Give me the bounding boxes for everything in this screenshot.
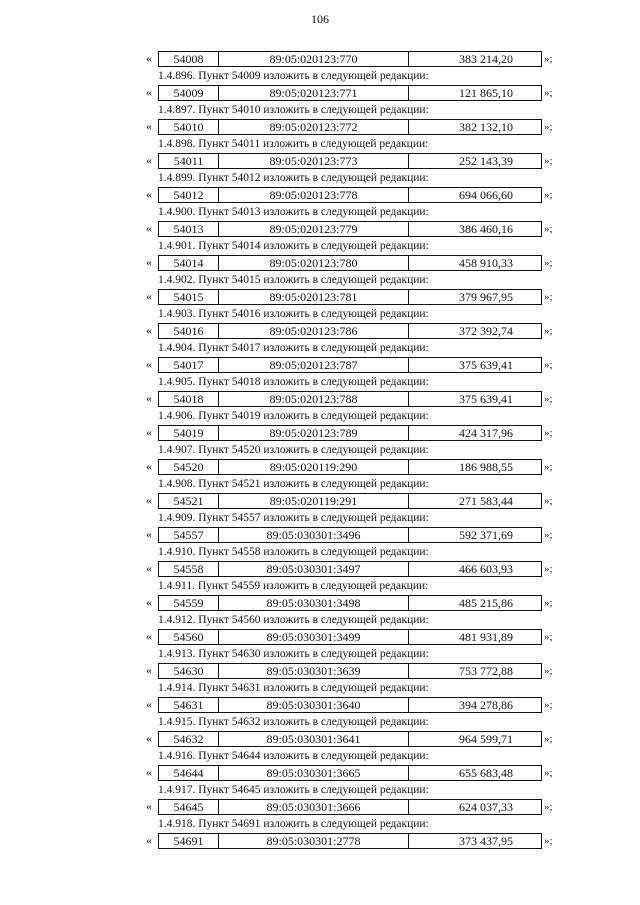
- amendment-item: [146, 136, 566, 170]
- table-row-cells: [158, 289, 542, 305]
- opening-quote: «: [146, 221, 152, 235]
- cadastral-number-cell: 89:05:030301:3498: [219, 596, 409, 610]
- amendment-item: [146, 102, 566, 136]
- table-row-cells: [158, 459, 542, 475]
- amendment-item: [146, 510, 566, 544]
- opening-quote: «: [146, 51, 152, 65]
- cadastral-number-cell: 89:05:020123:787: [219, 358, 409, 372]
- table-row-cells: [158, 51, 542, 67]
- amendment-item: [146, 442, 566, 476]
- table-row-cells: [158, 493, 542, 509]
- amendment-instruction: 1.4.901. Пункт 54014 изложить в следующей редакции:: [158, 240, 429, 252]
- opening-quote: «: [146, 765, 152, 779]
- table-row: [146, 798, 566, 816]
- table-row: [146, 254, 566, 272]
- document-body: [146, 50, 566, 850]
- cadastral-number-cell: 89:05:020123:788: [219, 392, 409, 406]
- table-row: [146, 50, 566, 68]
- table-row: [146, 152, 566, 170]
- item-number-cell: 54559: [159, 596, 219, 610]
- value-cell: 655 683,48: [459, 766, 513, 780]
- closing-quote: »;: [544, 291, 553, 303]
- cadastral-number-cell: 89:05:020123:770: [219, 52, 409, 66]
- item-number-cell: 54019: [159, 426, 219, 440]
- amendment-item: [146, 646, 566, 680]
- amendment-item: [146, 612, 566, 646]
- item-number-cell: 54013: [159, 222, 219, 236]
- amendment-instruction: 1.4.906. Пункт 54019 изложить в следующей редакции:: [158, 410, 429, 422]
- amendment-item: [146, 748, 566, 782]
- item-number-cell: 54018: [159, 392, 219, 406]
- closing-quote: »;: [544, 155, 553, 167]
- opening-quote: «: [146, 289, 152, 303]
- cadastral-number-cell: 89:05:020123:781: [219, 290, 409, 304]
- amendment-instruction: 1.4.916. Пункт 54644 изложить в следующей редакции:: [158, 750, 429, 762]
- table-row: [146, 662, 566, 680]
- table-row-cells: [158, 833, 542, 849]
- table-row-cells: [158, 663, 542, 679]
- value-cell: 375 639,41: [459, 392, 513, 406]
- table-row-cells: [158, 595, 542, 611]
- opening-quote: «: [146, 85, 152, 99]
- opening-quote: «: [146, 697, 152, 711]
- opening-quote: «: [146, 425, 152, 439]
- closing-quote: »;: [544, 223, 553, 235]
- table-row-cells: [158, 561, 542, 577]
- cadastral-number-cell: 89:05:030301:3497: [219, 562, 409, 576]
- closing-quote: »;: [544, 733, 553, 745]
- opening-quote: «: [146, 731, 152, 745]
- opening-quote: «: [146, 561, 152, 575]
- table-row: [146, 424, 566, 442]
- amendment-item: [146, 714, 566, 748]
- table-row: [146, 560, 566, 578]
- amendment-item: [146, 782, 566, 816]
- amendment-instruction: 1.4.909. Пункт 54557 изложить в следующей редакции:: [158, 512, 429, 524]
- cadastral-number-cell: 89:05:020123:789: [219, 426, 409, 440]
- table-row-cells: [158, 697, 542, 713]
- amendment-item: [146, 680, 566, 714]
- amendment-item: [146, 50, 566, 68]
- value-cell: 466 603,93: [459, 562, 513, 576]
- cadastral-number-cell: 89:05:030301:3499: [219, 630, 409, 644]
- item-number-cell: 54644: [159, 766, 219, 780]
- opening-quote: «: [146, 527, 152, 541]
- amendment-item: [146, 476, 566, 510]
- closing-quote: »;: [544, 87, 553, 99]
- table-row-cells: [158, 629, 542, 645]
- opening-quote: «: [146, 663, 152, 677]
- amendment-instruction: 1.4.913. Пункт 54630 изложить в следующей редакции:: [158, 648, 429, 660]
- table-row: [146, 322, 566, 340]
- amendment-item: [146, 204, 566, 238]
- value-cell: 424 317,96: [459, 426, 513, 440]
- item-number-cell: 54645: [159, 800, 219, 814]
- closing-quote: »;: [544, 835, 553, 847]
- item-number-cell: 54630: [159, 664, 219, 678]
- opening-quote: «: [146, 323, 152, 337]
- item-number-cell: 54520: [159, 460, 219, 474]
- table-row: [146, 84, 566, 102]
- amendment-item: [146, 306, 566, 340]
- table-row-cells: [158, 391, 542, 407]
- closing-quote: »;: [544, 631, 553, 643]
- table-row-cells: [158, 765, 542, 781]
- item-number-cell: 54521: [159, 494, 219, 508]
- value-cell: 386 460,16: [459, 222, 513, 236]
- amendment-instruction: 1.4.902. Пункт 54015 изложить в следующей редакции:: [158, 274, 429, 286]
- table-row: [146, 628, 566, 646]
- amendment-instruction: 1.4.917. Пункт 54645 изложить в следующей редакции:: [158, 784, 429, 796]
- closing-quote: »;: [544, 427, 553, 439]
- cadastral-number-cell: 89:05:020123:771: [219, 86, 409, 100]
- cadastral-number-cell: 89:05:020123:786: [219, 324, 409, 338]
- closing-quote: »;: [544, 699, 553, 711]
- amendment-item: [146, 170, 566, 204]
- table-row: [146, 526, 566, 544]
- table-row: [146, 730, 566, 748]
- opening-quote: «: [146, 629, 152, 643]
- cadastral-number-cell: 89:05:020123:773: [219, 154, 409, 168]
- amendment-item: [146, 238, 566, 272]
- amendment-instruction: 1.4.914. Пункт 54631 изложить в следующей редакции:: [158, 682, 429, 694]
- closing-quote: »;: [544, 359, 553, 371]
- amendment-item: [146, 816, 566, 850]
- amendment-item: [146, 408, 566, 442]
- closing-quote: »;: [544, 529, 553, 541]
- opening-quote: «: [146, 255, 152, 269]
- opening-quote: «: [146, 459, 152, 473]
- table-row: [146, 186, 566, 204]
- table-row: [146, 832, 566, 850]
- item-number-cell: 54631: [159, 698, 219, 712]
- table-row: [146, 118, 566, 136]
- item-number-cell: 54010: [159, 120, 219, 134]
- value-cell: 382 132,10: [459, 120, 513, 134]
- cadastral-number-cell: 89:05:020123:780: [219, 256, 409, 270]
- opening-quote: «: [146, 493, 152, 507]
- value-cell: 394 278,86: [459, 698, 513, 712]
- cadastral-number-cell: 89:05:020123:779: [219, 222, 409, 236]
- table-row: [146, 696, 566, 714]
- value-cell: 375 639,41: [459, 358, 513, 372]
- table-row: [146, 390, 566, 408]
- item-number-cell: 54009: [159, 86, 219, 100]
- table-row-cells: [158, 187, 542, 203]
- closing-quote: »;: [544, 257, 553, 269]
- closing-quote: »;: [544, 53, 553, 65]
- cadastral-number-cell: 89:05:030301:3496: [219, 528, 409, 542]
- item-number-cell: 54012: [159, 188, 219, 202]
- item-number-cell: 54691: [159, 834, 219, 848]
- value-cell: 753 772,88: [459, 664, 513, 678]
- table-row: [146, 458, 566, 476]
- table-row-cells: [158, 799, 542, 815]
- value-cell: 372 392,74: [459, 324, 513, 338]
- value-cell: 252 143,39: [459, 154, 513, 168]
- page-number: 106: [311, 12, 329, 26]
- cadastral-number-cell: 89:05:030301:2778: [219, 834, 409, 848]
- opening-quote: «: [146, 187, 152, 201]
- table-row-cells: [158, 527, 542, 543]
- opening-quote: «: [146, 595, 152, 609]
- amendment-instruction: 1.4.908. Пункт 54521 изложить в следующей редакции:: [158, 478, 429, 490]
- closing-quote: »;: [544, 121, 553, 133]
- value-cell: 121 865,10: [459, 86, 513, 100]
- table-row: [146, 356, 566, 374]
- table-row-cells: [158, 731, 542, 747]
- amendment-item: [146, 68, 566, 102]
- table-row-cells: [158, 323, 542, 339]
- item-number-cell: 54557: [159, 528, 219, 542]
- item-number-cell: 54014: [159, 256, 219, 270]
- cadastral-number-cell: 89:05:020119:290: [219, 460, 409, 474]
- value-cell: 379 967,95: [459, 290, 513, 304]
- amendment-instruction: 1.4.907. Пункт 54520 изложить в следующей редакции:: [158, 444, 429, 456]
- table-row-cells: [158, 357, 542, 373]
- amendment-item: [146, 544, 566, 578]
- closing-quote: »;: [544, 801, 553, 813]
- closing-quote: »;: [544, 495, 553, 507]
- cadastral-number-cell: 89:05:030301:3641: [219, 732, 409, 746]
- opening-quote: «: [146, 799, 152, 813]
- closing-quote: »;: [544, 563, 553, 575]
- item-number-cell: 54008: [159, 52, 219, 66]
- item-number-cell: 54560: [159, 630, 219, 644]
- value-cell: 271 583,44: [459, 494, 513, 508]
- closing-quote: »;: [544, 665, 553, 677]
- cadastral-number-cell: 89:05:020123:772: [219, 120, 409, 134]
- value-cell: 592 371,69: [459, 528, 513, 542]
- amendment-instruction: 1.4.898. Пункт 54011 изложить в следующей редакции:: [158, 138, 429, 150]
- item-number-cell: 54015: [159, 290, 219, 304]
- value-cell: 373 437,95: [459, 834, 513, 848]
- table-row-cells: [158, 425, 542, 441]
- value-cell: 485 215,86: [459, 596, 513, 610]
- value-cell: 481 931,89: [459, 630, 513, 644]
- amendment-instruction: 1.4.899. Пункт 54012 изложить в следующей редакции:: [158, 172, 429, 184]
- closing-quote: »;: [544, 189, 553, 201]
- closing-quote: »;: [544, 325, 553, 337]
- amendment-item: [146, 340, 566, 374]
- item-number-cell: 54632: [159, 732, 219, 746]
- table-row-cells: [158, 255, 542, 271]
- table-row: [146, 492, 566, 510]
- item-number-cell: 54558: [159, 562, 219, 576]
- value-cell: 383 214,20: [459, 52, 513, 66]
- item-number-cell: 54011: [159, 154, 219, 168]
- closing-quote: »;: [544, 393, 553, 405]
- table-row: [146, 594, 566, 612]
- opening-quote: «: [146, 119, 152, 133]
- table-row-cells: [158, 153, 542, 169]
- amendment-item: [146, 374, 566, 408]
- cadastral-number-cell: 89:05:020119:291: [219, 494, 409, 508]
- value-cell: 694 066,60: [459, 188, 513, 202]
- closing-quote: »;: [544, 767, 553, 779]
- amendment-instruction: 1.4.915. Пункт 54632 изложить в следующей редакции:: [158, 716, 429, 728]
- cadastral-number-cell: 89:05:020123:778: [219, 188, 409, 202]
- item-number-cell: 54016: [159, 324, 219, 338]
- closing-quote: »;: [544, 461, 553, 473]
- amendment-item: [146, 272, 566, 306]
- value-cell: 186 988,55: [459, 460, 513, 474]
- amendment-instruction: 1.4.896. Пункт 54009 изложить в следующей редакции:: [158, 70, 429, 82]
- table-row-cells: [158, 221, 542, 237]
- amendment-instruction: 1.4.900. Пункт 54013 изложить в следующей редакции:: [158, 206, 429, 218]
- table-row: [146, 220, 566, 238]
- value-cell: 458 910,33: [459, 256, 513, 270]
- closing-quote: »;: [544, 597, 553, 609]
- opening-quote: «: [146, 833, 152, 847]
- amendment-instruction: 1.4.911. Пункт 54559 изложить в следующей редакции:: [158, 580, 429, 592]
- amendment-instruction: 1.4.912. Пункт 54560 изложить в следующей редакции:: [158, 614, 429, 626]
- opening-quote: «: [146, 391, 152, 405]
- amendment-item: [146, 578, 566, 612]
- amendment-instruction: 1.4.903. Пункт 54016 изложить в следующей редакции:: [158, 308, 429, 320]
- table-row-cells: [158, 119, 542, 135]
- table-row-cells: [158, 85, 542, 101]
- value-cell: 964 599,71: [459, 732, 513, 746]
- opening-quote: «: [146, 153, 152, 167]
- cadastral-number-cell: 89:05:030301:3640: [219, 698, 409, 712]
- cadastral-number-cell: 89:05:030301:3666: [219, 800, 409, 814]
- table-row: [146, 764, 566, 782]
- opening-quote: «: [146, 357, 152, 371]
- item-number-cell: 54017: [159, 358, 219, 372]
- table-row: [146, 288, 566, 306]
- amendment-instruction: 1.4.897. Пункт 54010 изложить в следующей редакции:: [158, 104, 429, 116]
- amendment-instruction: 1.4.905. Пункт 54018 изложить в следующей редакции:: [158, 376, 429, 388]
- amendment-instruction: 1.4.904. Пункт 54017 изложить в следующей редакции:: [158, 342, 429, 354]
- amendment-instruction: 1.4.910. Пункт 54558 изложить в следующей редакции:: [158, 546, 429, 558]
- cadastral-number-cell: 89:05:030301:3665: [219, 766, 409, 780]
- cadastral-number-cell: 89:05:030301:3639: [219, 664, 409, 678]
- amendment-instruction: 1.4.918. Пункт 54691 изложить в следующей редакции:: [158, 818, 429, 830]
- value-cell: 624 037,33: [459, 800, 513, 814]
